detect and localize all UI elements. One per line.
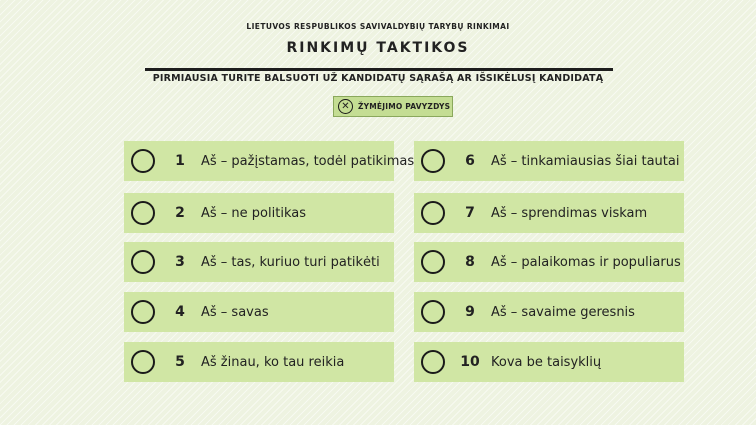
ballot-option-7-label: Aš – sprendimas viskam [491, 205, 648, 221]
ballot-option-3-label: Aš – tas, kuriuo turi patikėti [201, 254, 380, 270]
marking-example-label: ŽYMĖJIMO PAVYZDYS [358, 102, 451, 111]
ballot-option-10[interactable] [414, 342, 684, 382]
ballot-option-6-checkbox[interactable] [421, 149, 445, 173]
election-subtitle: LIETUVOS RESPUBLIKOS SAVIVALDYBIŲ TARYBŲ RINKIMAI [246, 22, 510, 31]
ballot-option-7-number: 7 [465, 205, 475, 221]
ballot-option-9-number: 9 [465, 304, 475, 320]
ballot-option-4-number: 4 [175, 304, 185, 320]
ballot-option-7[interactable] [414, 193, 684, 233]
ballot-option-4[interactable] [124, 292, 394, 332]
ballot-option-4-checkbox[interactable] [131, 300, 155, 324]
ballot-option-10-label: Kova be taisyklių [491, 354, 602, 370]
ballot-option-1[interactable] [124, 141, 415, 181]
ballot-option-2-number: 2 [175, 205, 185, 221]
ballot-option-5-checkbox[interactable] [131, 350, 155, 374]
ballot-option-6-number: 6 [465, 153, 475, 169]
ballot-instruction: PIRMIAUSIA TURITE BALSUOTI UŽ KANDIDATŲ SĄRAŠĄ AR IŠSIKĖLUSĮ KANDIDATĄ [152, 73, 604, 84]
ballot-option-8[interactable] [414, 242, 684, 282]
ballot-option-6[interactable] [414, 141, 684, 181]
ballot-option-3[interactable] [124, 242, 394, 282]
ballot-option-1-number: 1 [175, 153, 185, 169]
ballot-option-6-label: Aš – tinkamiausias šiai tautai [491, 153, 680, 169]
ballot-option-10-checkbox[interactable] [421, 350, 445, 374]
ballot-option-9-checkbox[interactable] [421, 300, 445, 324]
ballot-option-1-checkbox[interactable] [131, 149, 155, 173]
ballot-option-2[interactable] [124, 193, 394, 233]
ballot-option-2-checkbox[interactable] [131, 201, 155, 225]
ballot-option-5-label: Aš žinau, ko tau reikia [201, 354, 345, 370]
ballot-option-8-checkbox[interactable] [421, 250, 445, 274]
ballot-option-2-label: Aš – ne politikas [201, 205, 306, 221]
ballot-option-8-label: Aš – palaikomas ir populiarus [491, 254, 681, 270]
ballot-option-10-number: 10 [460, 354, 480, 370]
ballot-option-9-label: Aš – savaime geresnis [491, 304, 635, 320]
ballot-option-3-number: 3 [175, 254, 185, 270]
ballot-option-5-number: 5 [175, 354, 185, 370]
page-title: RINKIMŲ TAKTIKOS [286, 40, 470, 56]
ballot-option-9[interactable] [414, 292, 684, 332]
ballot-option-8-number: 8 [465, 254, 475, 270]
ballot-option-3-checkbox[interactable] [131, 250, 155, 274]
ballot-option-5[interactable] [124, 342, 394, 382]
circle-x-icon: ✕ [338, 99, 353, 114]
ballot-option-1-label: Aš – pažįstamas, todėl patikimas [201, 153, 415, 169]
marking-example [333, 96, 453, 117]
title-divider [145, 68, 613, 71]
ballot-option-4-label: Aš – savas [201, 304, 269, 320]
ballot-option-7-checkbox[interactable] [421, 201, 445, 225]
